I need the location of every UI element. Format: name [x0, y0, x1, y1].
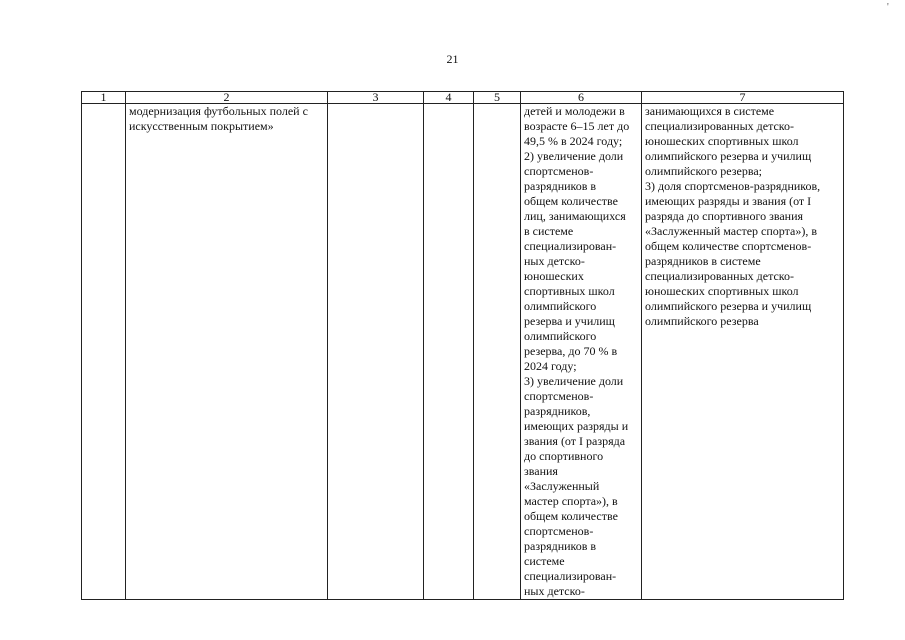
cell-col-6: детей и молодежи в возрасте 6–15 лет до 49,5 % в 2024 году; 2) увеличение доли спортсменов- разрядников в общем количестве лиц, занимающихся в системе специализирован- ных детско- юношеских спортивных школ олимпийского резерва и училищ олимпийского резерва, до 70 % в 2024 году; 3) увеличение доли спортсменов- разрядников, имеющих разряды и звания (от I разряда до спортивного звания «Заслуженный мастер спорта»), в общем количестве спортсменов- разрядников в системе специализирован- ных детско- — [521, 104, 642, 600]
cell-col-5 — [474, 104, 521, 600]
column-header-1: 1 — [82, 92, 126, 104]
column-header-5: 5 — [474, 92, 521, 104]
column-header-7: 7 — [642, 92, 844, 104]
cell-col-3 — [328, 104, 424, 600]
column-header-2: 2 — [126, 92, 328, 104]
document-table — [81, 91, 844, 600]
page-number: 21 — [446, 52, 459, 66]
column-header-6: 6 — [521, 92, 642, 104]
cell-col-7: занимающихся в системе специализированных детско- юношеских спортивных школ олимпийского резерва и училищ олимпийского резерва; 3) доля спортсменов-разрядников, имеющих разряды и звания (от I разряда до спортивного звания «Заслуженный мастер спорта»), в общем количестве спортсменов- разрядников в системе специализированных детско- юношеских спортивных школ олимпийского резерва и училищ олимпийского резерва — [642, 104, 844, 600]
cell-col-1 — [82, 104, 126, 600]
column-header-3: 3 — [328, 92, 424, 104]
table-row — [82, 104, 844, 600]
column-header-4: 4 — [424, 92, 474, 104]
corner-mark: ' — [887, 2, 889, 13]
cell-col-2: модернизация футбольных полей с искусственным покрытием» — [126, 104, 328, 600]
cell-col-4 — [424, 104, 474, 600]
table-header-row — [82, 92, 844, 104]
